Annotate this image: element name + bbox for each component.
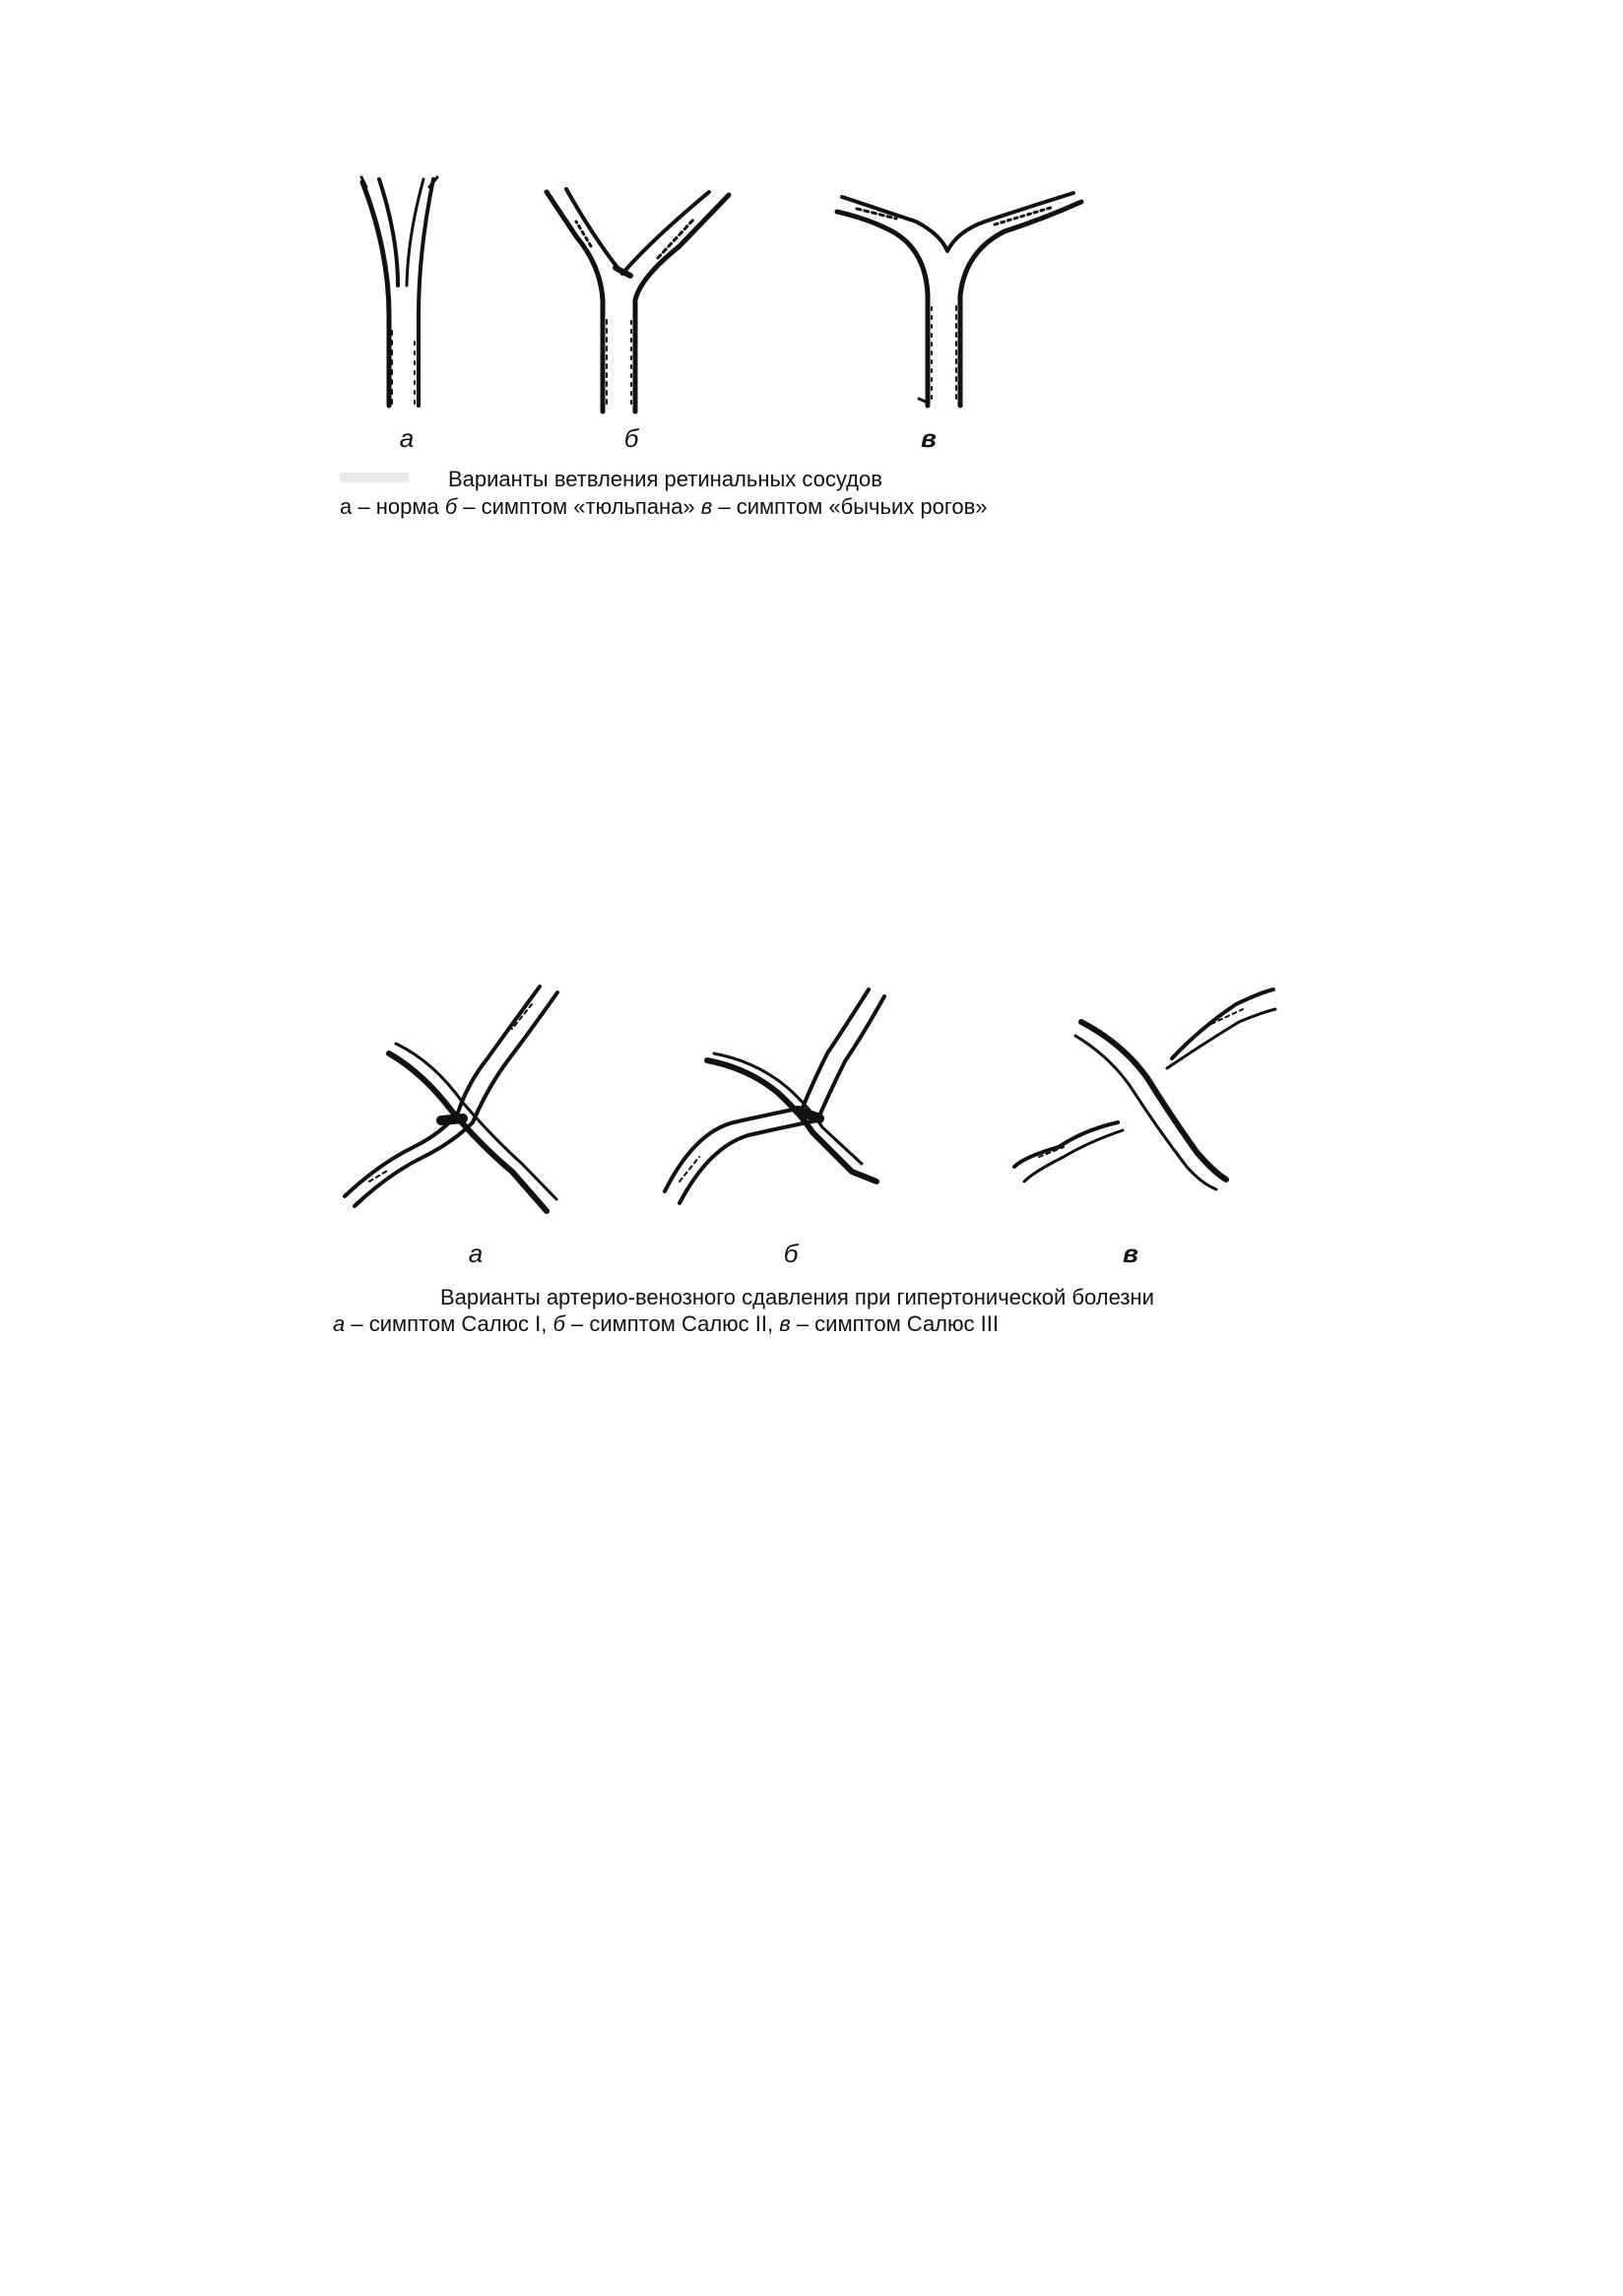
av-crossing-salus-1 <box>345 987 557 1211</box>
caption-item-v: в – симптом «бычьих рогов» <box>700 494 988 519</box>
label-b: б <box>623 423 639 453</box>
caption-item-b: б – симптом Салюс II, <box>552 1311 780 1336</box>
caption-title: Варианты артерио-венозного сдавления при гипертонической болезни <box>440 1285 1154 1309</box>
caption-item-v: в – симптом Салюс III <box>779 1311 999 1336</box>
label-a: а <box>468 1239 484 1268</box>
label-v: в <box>921 423 937 453</box>
av-crossing-salus-2 <box>665 989 884 1203</box>
figure-branching <box>0 0 1623 591</box>
vessel-branch-normal <box>361 177 437 406</box>
caption-item-a: а – норма <box>340 494 445 519</box>
caption-legend <box>333 1310 999 1338</box>
vessel-branch-bull-horns <box>837 193 1081 406</box>
figure-av-crossing <box>0 945 1623 1398</box>
caption-item-b: б – симптом «тюльпана» <box>444 494 701 519</box>
label-a: а <box>399 423 415 453</box>
vessel-branch-tulip <box>547 189 729 412</box>
av-crossing-salus-3 <box>1014 989 1275 1189</box>
caption-legend <box>340 493 988 521</box>
label-b: б <box>783 1239 799 1268</box>
caption-item-a: а – симптом Салюс I, <box>333 1311 553 1336</box>
label-v: в <box>1123 1239 1138 1268</box>
caption-title: Варианты ветвления ретинальных сосудов <box>448 467 882 491</box>
